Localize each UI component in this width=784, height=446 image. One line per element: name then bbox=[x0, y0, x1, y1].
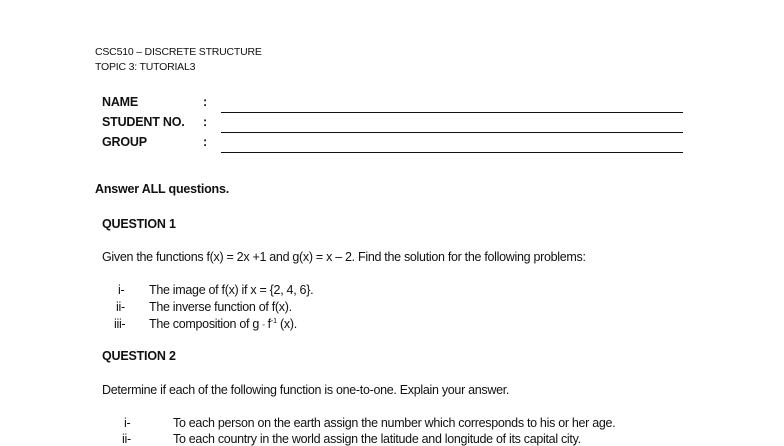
q1-item-2-text: The inverse function of f(x). bbox=[149, 300, 292, 314]
q2-item-2-number: ii- bbox=[122, 432, 131, 446]
instruction: Answer ALL questions. bbox=[95, 182, 230, 196]
question-2-text: Determine if each of the following function is one-to-one. Explain your answer. bbox=[102, 383, 510, 397]
q2-item-1-number: i- bbox=[124, 416, 131, 430]
question-1-title: QUESTION 1 bbox=[102, 217, 176, 231]
q2-item-2-text: To each country in the world assign the latitude and longitude of its capital city. bbox=[173, 432, 581, 446]
q1-item-1-text: The image of f(x) if x = {2, 4, 6}. bbox=[149, 283, 314, 297]
group-field-line[interactable] bbox=[221, 152, 683, 153]
question-2-title: QUESTION 2 bbox=[102, 349, 176, 363]
name-colon: : bbox=[203, 95, 207, 109]
q1-item-2-number: ii- bbox=[116, 300, 125, 314]
composition-symbol: ◦ bbox=[262, 322, 265, 329]
inverse-superscript: -1 bbox=[270, 316, 277, 325]
group-label: GROUP bbox=[102, 135, 147, 149]
student-no-colon: : bbox=[203, 115, 207, 129]
q1-item-1-number: i- bbox=[118, 283, 125, 297]
group-colon: : bbox=[203, 135, 207, 149]
course-title: CSC510 – DISCRETE STRUCTURE bbox=[95, 46, 262, 58]
q1-item-3-number: iii- bbox=[114, 317, 126, 331]
name-label: NAME bbox=[102, 95, 139, 109]
name-field-line[interactable] bbox=[221, 112, 683, 113]
q2-item-1-text: To each person on the earth assign the number which corresponds to his or her age. bbox=[173, 416, 616, 430]
question-1-text: Given the functions f(x) = 2x +1 and g(x) = x – 2. Find the solution for the following problems: bbox=[102, 250, 586, 264]
student-no-label: STUDENT NO. bbox=[102, 115, 185, 129]
topic-title: TOPIC 3: TUTORIAL3 bbox=[95, 61, 196, 73]
student-no-field-line[interactable] bbox=[221, 132, 683, 133]
q1-item-3-text: The composition of g ◦ $f^{-1}$ (x). bbox=[149, 316, 297, 331]
